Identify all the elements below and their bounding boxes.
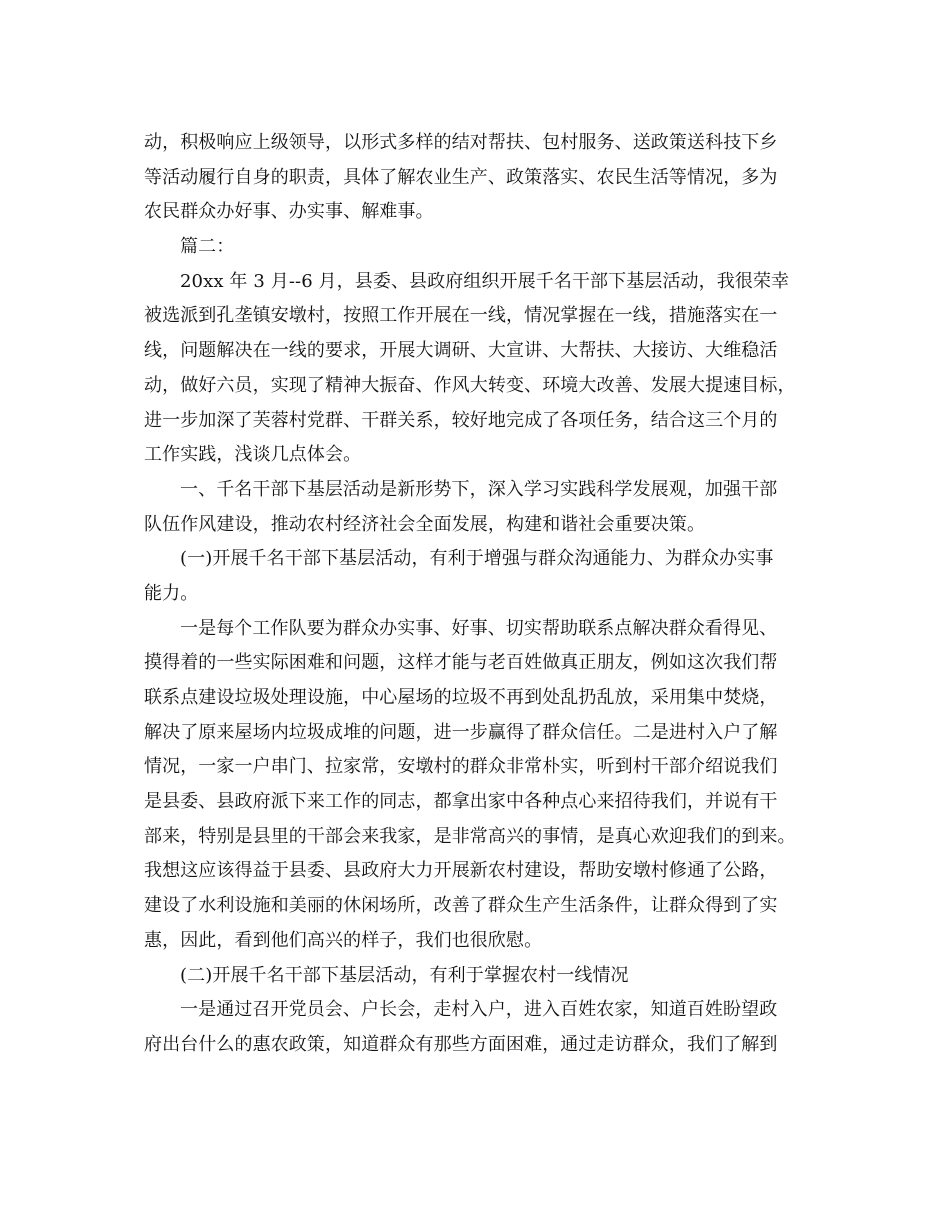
text-line: 解决了原来屋场内垃圾成堆的问题，进一步赢得了群众信任。二是进村入户了解 [144,721,778,743]
text-line: (二)开展千名干部下基层活动，有利于掌握农村一线情况 [180,964,629,986]
document-body [144,126,814,1063]
text-line: 联系点建设垃圾处理设施，中心屋场的垃圾不再到处乱扔乱放，采用集中焚烧， [144,687,778,708]
text-line: 进一步加深了芙蓉村党群、干群关系，较好地完成了各项任务，结合这三个月的 [144,409,778,431]
text-line: 篇二： [180,236,235,258]
text-line: 20xx 年 3 月--6 月，县委、县政府组织开展千名干部下基层活动，我很荣幸 [180,270,790,292]
text-line: 府出台什么的惠农政策，知道群众有那些方面困难，通过走访群众，我们了解到 [144,1033,778,1055]
text-line: 能力。 [144,582,199,604]
text-line: 等活动履行自身的职责，具体了解农业生产、政策落实、农民生活等情况，多为 [144,166,778,188]
text-line: 部来，特别是县里的干部会来我家，是非常高兴的事情，是真心欢迎我们的到来。 [144,825,796,847]
text-line: 动，做好六员，实现了精神大振奋、作风大转变、环境大改善、发展大提速目标， [144,374,796,396]
text-line: 一是通过召开党员会、户长会，走村入户，进入百姓农家，知道百姓盼望政 [180,999,778,1021]
text-line: 一、千名干部下基层活动是新形势下，深入学习实践科学发展观，加强干部 [180,478,778,500]
text-line: 惠，因此，看到他们高兴的样子，我们也很欣慰。 [144,929,543,951]
text-line: (一)开展千名干部下基层活动，有利于增强与群众沟通能力、为群众办实事 [180,548,774,570]
text-line: 是县委、县政府派下来工作的同志，都拿出家中各种点心来招待我们，并说有干 [144,791,778,813]
text-line: 工作实践，浅谈几点体会。 [144,444,362,466]
text-line: 摸得着的一些实际困难和问题，这样才能与老百姓做真正朋友，例如这次我们帮 [144,652,778,674]
text-line: 线，问题解决在一线的要求，开展大调研、大宣讲、大帮扶、大接访、大维稳活 [144,340,778,362]
text-line: 农民群众办好事、办实事、解难事。 [144,201,434,223]
text-line: 情况，一家一户串门、拉家常，安墩村的群众非常朴实，听到村干部介绍说我们 [144,756,778,778]
text-line: 被选派到孔垄镇安墩村，按照工作开展在一线，情况掌握在一线，措施落实在一 [144,305,778,327]
text-line: 建设了水利设施和美丽的休闲场所，改善了群众生产生活条件，让群众得到了实 [144,895,778,917]
text-line: 队伍作风建设，推动农村经济社会全面发展，构建和谐社会重要决策。 [144,513,706,535]
text-line: 一是每个工作队要为群众办实事、好事、切实帮助联系点解决群众看得见、 [180,617,778,639]
text-line: 动，积极响应上级领导，以形式多样的结对帮扶、包村服务、送政策送科技下乡 [144,132,778,153]
text-line: 我想这应该得益于县委、县政府大力开展新农村建设，帮助安墩村修通了公路， [144,860,778,882]
